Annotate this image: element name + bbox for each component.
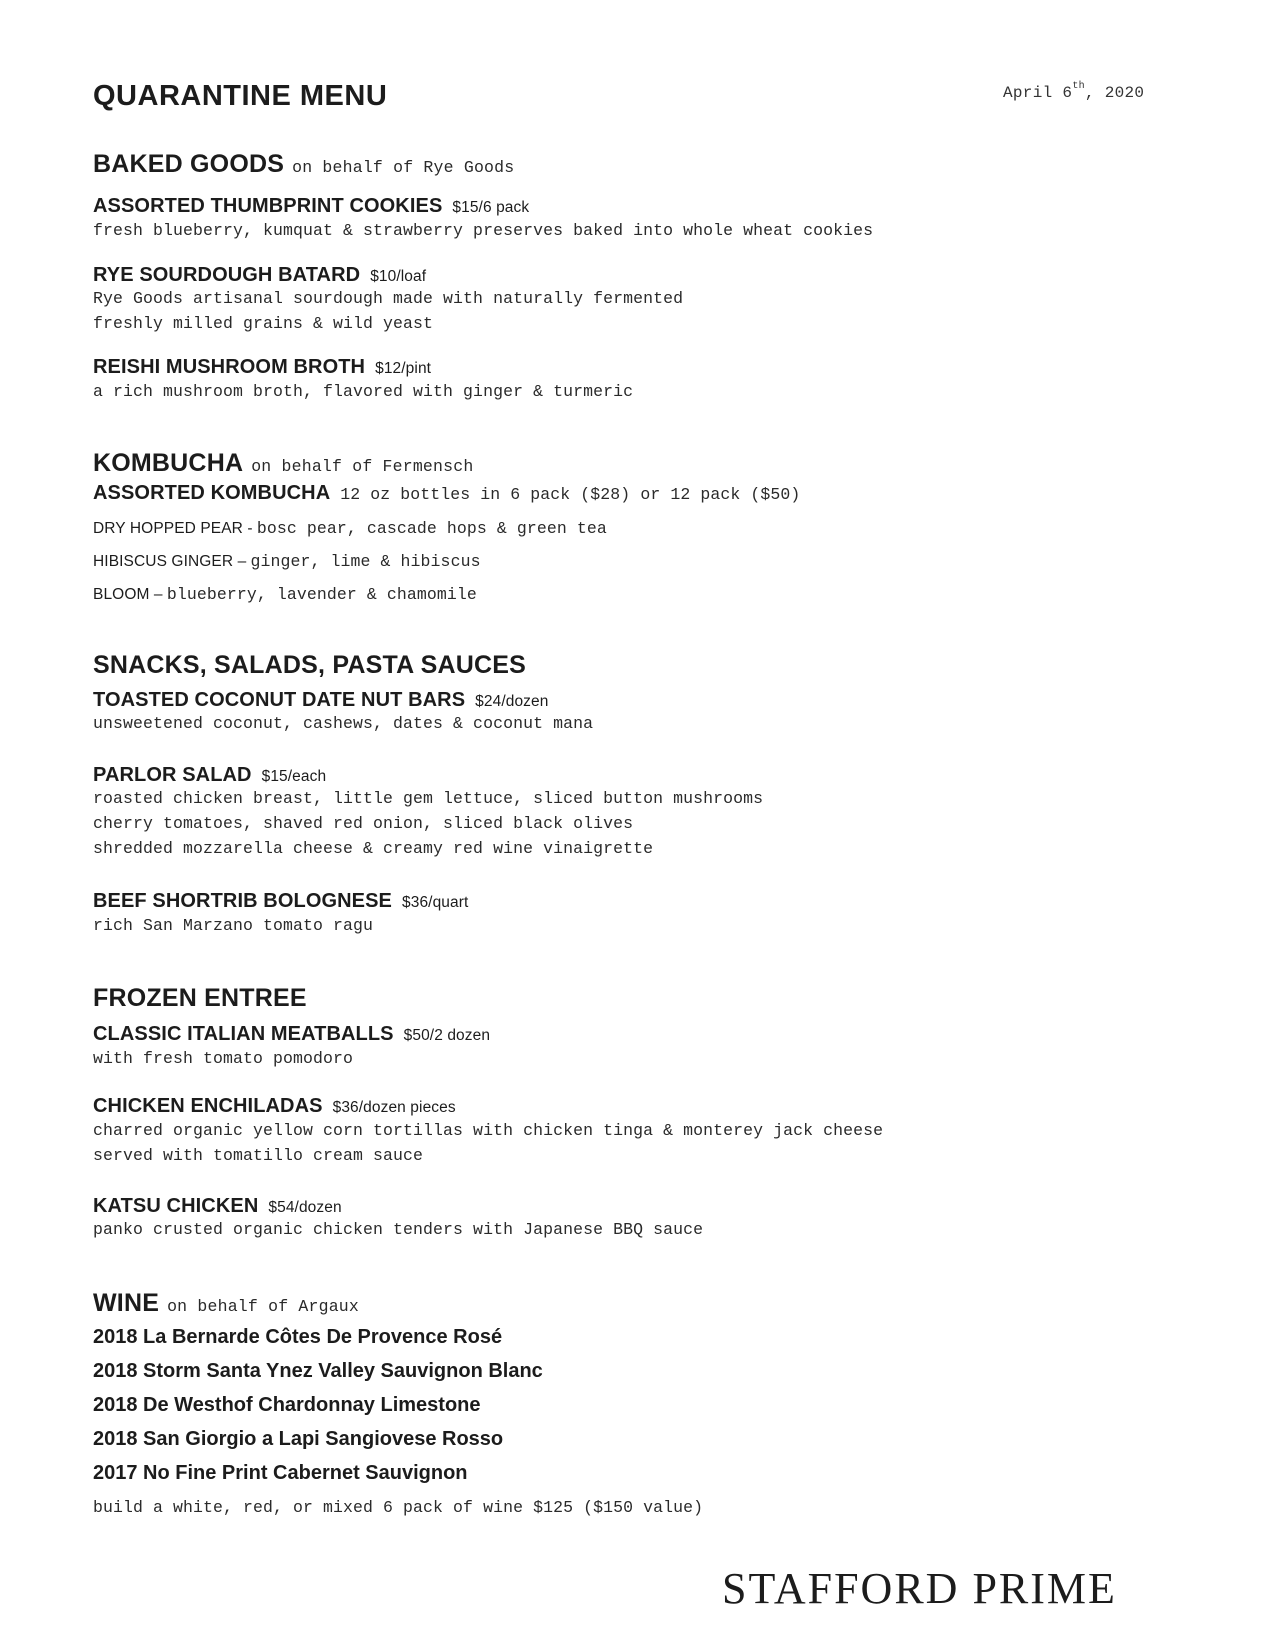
menu-item-description: freshly milled grains & wild yeast: [93, 314, 434, 333]
menu-item-name: [93, 1195, 342, 1218]
section-heading-kombucha: [93, 449, 473, 478]
item-price: $54/dozen: [268, 1199, 342, 1216]
menu-item-description: fresh blueberry, kumquat & strawberry preserves baked into whole wheat cookies: [93, 221, 874, 240]
flavor-name: BLOOM –: [93, 586, 163, 603]
brand-wordmark: STAFFORD PRIME: [722, 1564, 1117, 1613]
date-text: April 6: [1003, 84, 1073, 102]
flavor-name: DRY HOPPED PEAR -: [93, 520, 253, 537]
menu-item-description: roasted chicken breast, little gem lettuce, sliced button mushrooms: [93, 789, 764, 808]
menu-item-description: rich San Marzano tomato ragu: [93, 916, 374, 935]
wine-list-item: 2018 Storm Santa Ynez Valley Sauvignon Blanc: [93, 1360, 543, 1382]
wine-list-item: 2017 No Fine Print Cabernet Sauvignon: [93, 1462, 468, 1484]
section-vendor: on behalf of Rye Goods: [292, 158, 515, 177]
menu-item-description: panko crusted organic chicken tenders with Japanese BBQ sauce: [93, 1220, 704, 1239]
item-title: BEEF SHORTRIB BOLOGNESE: [93, 890, 392, 912]
flavor-name: HIBISCUS GINGER –: [93, 553, 247, 570]
menu-item-name: [93, 264, 426, 287]
menu-item-description: unsweetened coconut, cashews, dates & coconut mana: [93, 714, 594, 733]
wine-list-item: 2018 San Giorgio a Lapi Sangiovese Rosso: [93, 1428, 504, 1450]
menu-item-description: cherry tomatoes, shaved red onion, sliced black olives: [93, 814, 634, 833]
kombucha-flavor: [93, 518, 607, 538]
flavor-description: ginger, lime & hibiscus: [250, 552, 481, 571]
section-title: BAKED GOODS: [93, 150, 285, 178]
item-title: KATSU CHICKEN: [93, 1195, 259, 1217]
item-price: $15/each: [261, 768, 327, 785]
section-title: KOMBUCHA: [93, 449, 244, 477]
item-price: $36/dozen pieces: [332, 1099, 456, 1116]
wine-list-item: 2018 La Bernarde Côtes De Provence Rosé: [93, 1326, 503, 1348]
kombucha-flavor: [93, 551, 481, 571]
wine-pack-note: build a white, red, or mixed 6 pack of wine $125 ($150 value): [93, 1498, 704, 1517]
menu-item-name: [93, 356, 431, 379]
menu-item-name: [93, 1095, 456, 1118]
page-title: QUARANTINE MENU: [93, 80, 388, 112]
item-title: CLASSIC ITALIAN MEATBALLS: [93, 1023, 394, 1045]
menu-item-name: [93, 1023, 490, 1046]
section-vendor: on behalf of Fermensch: [251, 457, 474, 476]
section-heading-wine: [93, 1289, 359, 1318]
date-year: , 2020: [1084, 84, 1145, 102]
kombucha-flavor: [93, 584, 477, 604]
menu-item-name: [93, 764, 326, 787]
item-title: RYE SOURDOUGH BATARD: [93, 264, 361, 286]
menu-item-description: served with tomatillo cream sauce: [93, 1146, 424, 1165]
item-title: ASSORTED THUMBPRINT COOKIES: [93, 195, 443, 217]
flavor-description: blueberry, lavender & chamomile: [166, 585, 477, 604]
flavor-description: bosc pear, cascade hops & green tea: [256, 519, 607, 538]
menu-item-description: a rich mushroom broth, flavored with ginger & turmeric: [93, 382, 634, 401]
item-price: $36/quart: [402, 894, 469, 911]
item-price: $50/2 dozen: [403, 1027, 491, 1044]
menu-item-name: [93, 195, 529, 218]
wine-list-item: 2018 De Westhof Chardonnay Limestone: [93, 1394, 481, 1416]
item-title: REISHI MUSHROOM BROTH: [93, 356, 366, 378]
item-price: 12 oz bottles in 6 pack ($28) or 12 pack ($50): [340, 485, 801, 504]
section-vendor: on behalf of Argaux: [167, 1297, 360, 1316]
menu-item-description: Rye Goods artisanal sourdough made with naturally fermented: [93, 289, 684, 308]
item-price: $12/pint: [375, 360, 432, 377]
menu-date: [1003, 81, 1145, 102]
section-heading-baked-goods: [93, 150, 514, 179]
item-price: $10/loaf: [370, 268, 427, 285]
section-heading-frozen-entree: FROZEN ENTREE: [93, 984, 307, 1012]
item-title: CHICKEN ENCHILADAS: [93, 1095, 323, 1117]
menu-item-description: with fresh tomato pomodoro: [93, 1049, 354, 1068]
item-title: ASSORTED KOMBUCHA: [93, 482, 331, 504]
menu-item-description: shredded mozzarella cheese & creamy red wine vinaigrette: [93, 839, 654, 858]
section-title: WINE: [93, 1289, 160, 1317]
item-price: $15/6 pack: [452, 199, 530, 216]
menu-item-name: [93, 890, 468, 913]
item-title: PARLOR SALAD: [93, 764, 252, 786]
menu-item-name: [93, 689, 548, 712]
item-title: TOASTED COCONUT DATE NUT BARS: [93, 689, 466, 711]
menu-item-description: charred organic yellow corn tortillas with chicken tinga & monterey jack cheese: [93, 1121, 884, 1140]
item-price: $24/dozen: [475, 693, 549, 710]
section-heading-snacks: SNACKS, SALADS, PASTA SAUCES: [93, 651, 526, 679]
date-ordinal: th: [1072, 81, 1085, 92]
menu-item-name: [93, 482, 800, 505]
